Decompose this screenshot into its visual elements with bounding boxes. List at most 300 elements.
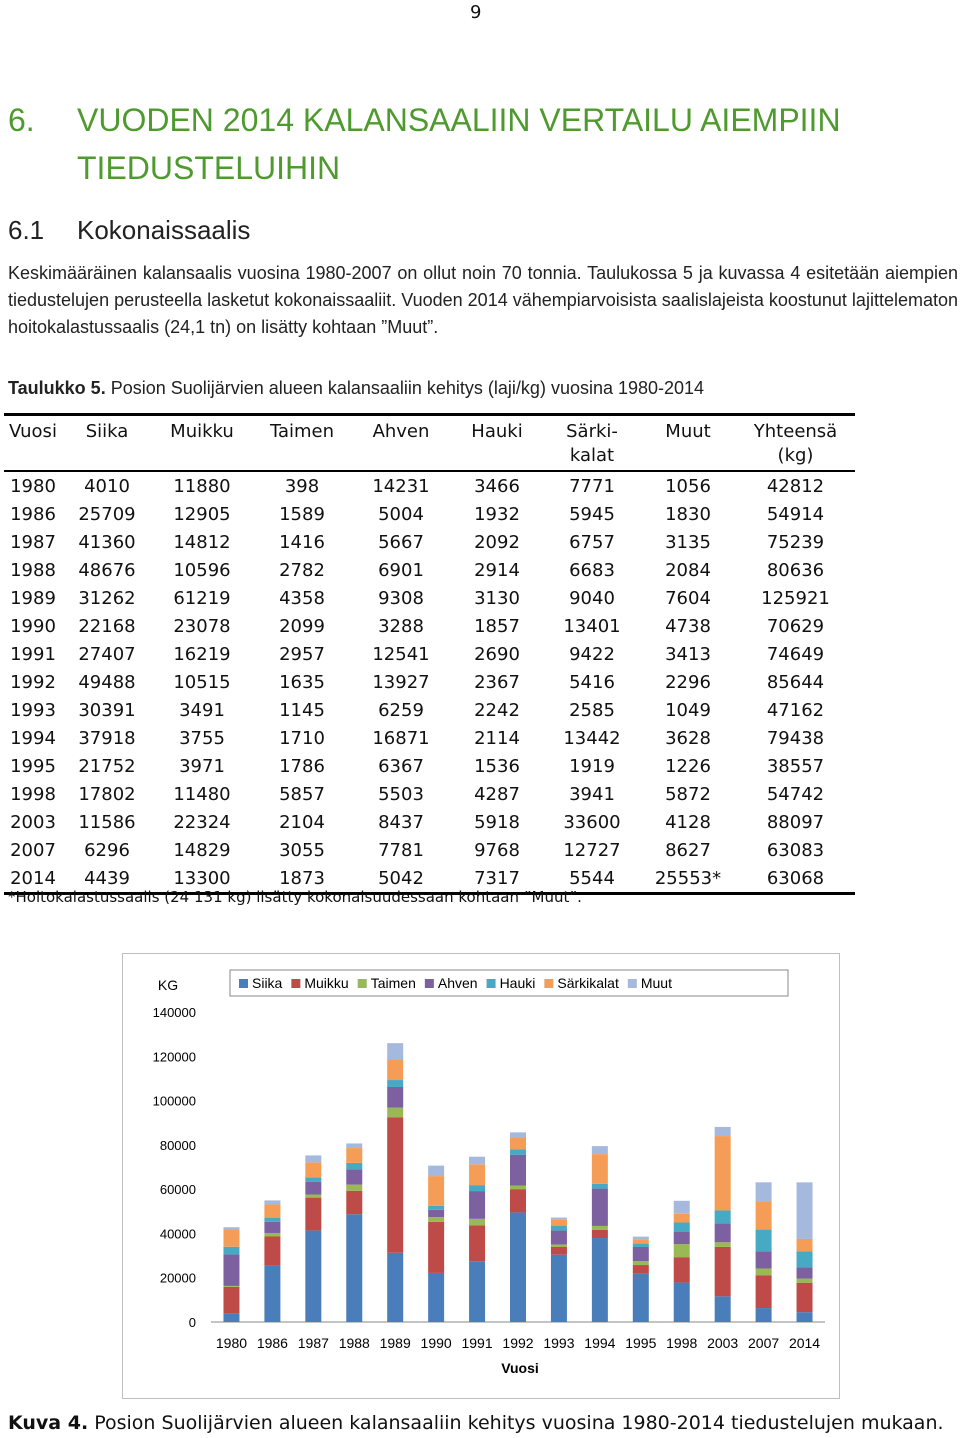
bar-segment	[551, 1231, 567, 1245]
bar-segment	[715, 1136, 731, 1210]
table-cell: 48676	[78, 559, 136, 581]
bar-segment	[305, 1198, 321, 1231]
figure-caption	[8, 1412, 944, 1434]
bar-segment	[223, 1230, 239, 1247]
bar-segment	[633, 1237, 649, 1240]
table-cell: 5872	[665, 783, 711, 805]
bar-segment	[223, 1313, 239, 1322]
table-cell: 49488	[78, 671, 136, 693]
subsection-title: Kokonaissaalis	[77, 215, 251, 245]
bar-segment	[797, 1279, 813, 1283]
table-cell: 6757	[569, 531, 615, 553]
bar-segment	[305, 1230, 321, 1322]
table-cell: 8627	[665, 839, 711, 861]
table-header-cell: Särki- kalat	[566, 421, 618, 466]
bar-segment	[510, 1149, 526, 1154]
bar-segment	[346, 1163, 362, 1169]
bar-segment	[797, 1251, 813, 1267]
x-tick-label: 1988	[338, 1335, 370, 1351]
bar-segment	[428, 1166, 444, 1176]
legend-label: Siika	[252, 975, 283, 991]
bar-segment	[592, 1189, 608, 1226]
bar-segment	[551, 1255, 567, 1322]
bar-segment	[756, 1182, 772, 1201]
table-cell: 41360	[78, 531, 136, 553]
bar-segment	[674, 1283, 690, 1322]
bar-segment	[387, 1080, 403, 1087]
table-cell: 9308	[378, 587, 424, 609]
x-tick-label: 1995	[625, 1335, 657, 1351]
table-cell: 6367	[378, 755, 424, 777]
table-cell: 1989	[10, 587, 56, 609]
legend-label: Hauki	[499, 975, 536, 991]
bar-segment	[592, 1226, 608, 1230]
table-cell: 4439	[62, 864, 152, 894]
table-cell: 80636	[766, 559, 825, 581]
table-cell: 4738	[665, 615, 711, 637]
table-cell: 1226	[665, 755, 711, 777]
table-cell: 2242	[474, 699, 520, 721]
table-cell: 42812	[766, 475, 825, 497]
table-row	[4, 556, 855, 584]
table-cell: 16219	[173, 643, 231, 665]
bar-segment	[387, 1108, 403, 1118]
table-cell: 10596	[173, 559, 231, 581]
table-cell: 13442	[563, 727, 621, 749]
table-cell: 2014	[4, 864, 62, 894]
table-cell: 1991	[10, 643, 56, 665]
table-cell: 11880	[173, 475, 231, 497]
bar-segment	[633, 1247, 649, 1261]
bar-segment	[305, 1182, 321, 1195]
table-cell: 1932	[474, 503, 520, 525]
table-row	[4, 724, 855, 752]
table-cell: 33600	[563, 811, 621, 833]
table-cell: 1830	[665, 503, 711, 525]
bar-segment	[346, 1191, 362, 1214]
bar-segment	[797, 1182, 813, 1239]
table-cell: 1145	[279, 699, 325, 721]
table-cell: 1710	[279, 727, 325, 749]
bar-segment	[797, 1312, 813, 1322]
legend-swatch	[487, 979, 496, 988]
legend-label: Ahven	[437, 975, 478, 991]
table-row	[4, 836, 855, 864]
bar-segment	[469, 1261, 485, 1322]
x-tick-label: 1990	[420, 1335, 452, 1351]
bar-segment	[346, 1148, 362, 1163]
table-cell: 63083	[766, 839, 825, 861]
table-cell: 6901	[378, 559, 424, 581]
bar-segment	[510, 1137, 526, 1149]
table-cell: 3755	[179, 727, 225, 749]
bar-segment	[387, 1253, 403, 1322]
legend-swatch	[544, 979, 553, 988]
legend-swatch	[358, 979, 367, 988]
y-tick-label: 80000	[159, 1137, 196, 1153]
bar-segment	[428, 1176, 444, 1206]
bar-segment	[756, 1308, 772, 1322]
table-cell: 3941	[569, 783, 615, 805]
table-row	[4, 640, 855, 668]
bar-segment	[592, 1146, 608, 1154]
y-tick-label: 40000	[159, 1226, 196, 1242]
table-cell: 6683	[569, 559, 615, 581]
legend-label: Muikku	[304, 975, 349, 991]
table-header-cell: Muikku	[170, 421, 234, 442]
chart-frame	[122, 953, 840, 1399]
bar-segment	[428, 1273, 444, 1322]
bar-segment	[264, 1222, 280, 1233]
x-tick-label: 2003	[707, 1335, 739, 1351]
table-row	[4, 780, 855, 808]
table-cell: 1873	[252, 864, 352, 894]
legend-swatch	[628, 979, 637, 988]
table-cell: 5667	[378, 531, 424, 553]
bar-segment	[674, 1232, 690, 1244]
bar-segment	[715, 1296, 731, 1322]
table-cell: 2104	[279, 811, 325, 833]
stacked-bar-chart	[123, 954, 839, 1398]
x-tick-label: 1987	[297, 1335, 329, 1351]
table-cell: 61219	[173, 587, 231, 609]
table-cell: 4128	[665, 811, 711, 833]
table-cell: 22168	[78, 615, 136, 637]
figure-caption-text: Posion Suolijärvien alueen kalansaaliin kehitys vuosina 1980-2014 tiedustelujen mukaan.	[88, 1412, 944, 1434]
table-cell: 9768	[474, 839, 520, 861]
table-cell: 1995	[10, 755, 56, 777]
table-cell: 1857	[474, 615, 520, 637]
table-cell: 1998	[10, 783, 56, 805]
table-cell: 75239	[766, 531, 825, 553]
bar-segment	[264, 1200, 280, 1204]
table-cell: 2003	[10, 811, 56, 833]
table-cell: 31262	[78, 587, 136, 609]
bar-segment	[469, 1191, 485, 1219]
table-cell: 2782	[279, 559, 325, 581]
table-cell: 1986	[10, 503, 56, 525]
x-tick-label: 1998	[666, 1335, 698, 1351]
table-cell: 30391	[78, 699, 136, 721]
section-title: VUODEN 2014 KALANSAALIIN VERTAILU AIEMPIIN TIEDUSTELUIHIN	[77, 102, 841, 186]
table-row	[4, 668, 855, 696]
table-cell: 12905	[173, 503, 231, 525]
bar-segment	[510, 1132, 526, 1137]
x-tick-label: 1989	[379, 1335, 411, 1351]
section-heading	[8, 96, 948, 192]
bar-segment	[756, 1230, 772, 1252]
bar-segment	[551, 1220, 567, 1226]
table-cell: 1990	[10, 615, 56, 637]
table-cell: 7771	[569, 475, 615, 497]
bar-segment	[551, 1226, 567, 1231]
table-cell: 14829	[173, 839, 231, 861]
table-cell: 4358	[279, 587, 325, 609]
bar-segment	[715, 1242, 731, 1247]
intro-paragraph: Keskimääräinen kalansaalis vuosina 1980-2007 on ollut noin 70 tonnia. Taulukossa 5 ja kuvassa 4 esitetään aiempien tiedustelujen perusteella lasketut kokonaissaaliit. Vuoden 2014 vähempiarvoisista saalislajeista koostunut lajittelematon hoitokalastussaalis (24,1 tn) on lisätty kohtaan ”Muut”.	[8, 263, 958, 337]
bar-segment	[674, 1223, 690, 1232]
bar-segment	[633, 1261, 649, 1265]
bar-segment	[469, 1219, 485, 1226]
table-cell: 3628	[665, 727, 711, 749]
table-cell: 9040	[569, 587, 615, 609]
table-cell: 74649	[766, 643, 825, 665]
table-cell: 3413	[665, 643, 711, 665]
table-cell: 10515	[173, 671, 231, 693]
table-cell: 23078	[173, 615, 231, 637]
bar-segment	[592, 1230, 608, 1238]
bar-segment	[551, 1244, 567, 1247]
table-cell: 1056	[665, 475, 711, 497]
table-cell: 1988	[10, 559, 56, 581]
catch-table-body	[4, 471, 855, 894]
table-cell: 5416	[569, 671, 615, 693]
bar-segment	[223, 1247, 239, 1255]
bar-segment	[346, 1214, 362, 1322]
table-cell: 1919	[569, 755, 615, 777]
bar-segment	[510, 1189, 526, 1212]
x-tick-label: 1986	[256, 1335, 288, 1351]
table-cell: 1987	[10, 531, 56, 553]
bar-segment	[264, 1218, 280, 1222]
y-tick-label: 20000	[159, 1270, 196, 1286]
table-cell: 2367	[474, 671, 520, 693]
bar-segment	[756, 1275, 772, 1308]
table-cell: 5918	[474, 811, 520, 833]
subsection-number: 6.1	[8, 215, 45, 245]
bar-segment	[346, 1185, 362, 1191]
bar-segment	[592, 1184, 608, 1189]
table-row	[4, 500, 855, 528]
legend-swatch	[425, 979, 434, 988]
table-cell: 25553*	[640, 864, 736, 894]
bar-segment	[264, 1233, 280, 1237]
table-cell: 125921	[761, 587, 830, 609]
bar-segment	[756, 1268, 772, 1275]
bar-segment	[715, 1210, 731, 1223]
table-cell: 25709	[78, 503, 136, 525]
table-cell: 3288	[378, 615, 424, 637]
bar-segment	[469, 1157, 485, 1165]
bar-segment	[223, 1254, 239, 1286]
bar-segment	[428, 1217, 444, 1222]
table-cell: 12727	[563, 839, 621, 861]
y-tick-label: 120000	[152, 1049, 196, 1065]
figure-caption-label: Kuva 4.	[8, 1412, 89, 1434]
table-row	[4, 808, 855, 836]
table-header-cell: Hauki	[471, 421, 523, 442]
table-cell: 1992	[10, 671, 56, 693]
table-cell: 2099	[279, 615, 325, 637]
bar-segment	[592, 1238, 608, 1322]
bar-segment	[428, 1210, 444, 1217]
table-cell: 3971	[179, 755, 225, 777]
table-cell: 85644	[766, 671, 825, 693]
table-header-cell: Ahven	[372, 421, 430, 442]
bar-segment	[264, 1265, 280, 1322]
table-header-cell: Vuosi	[9, 421, 57, 442]
bar-segment	[633, 1239, 649, 1243]
table-cell: 1416	[279, 531, 325, 553]
bar-segment	[469, 1164, 485, 1185]
table-cell: 37918	[78, 727, 136, 749]
bar-segment	[592, 1154, 608, 1184]
x-tick-label: 1991	[461, 1335, 493, 1351]
bar-segment	[797, 1283, 813, 1312]
x-tick-label: 2014	[788, 1335, 821, 1351]
table-cell: 2914	[474, 559, 520, 581]
table-row	[4, 584, 855, 612]
table-cell: 7604	[665, 587, 711, 609]
table-cell: 13300	[152, 864, 252, 894]
bar-segment	[305, 1194, 321, 1197]
table-cell: 2690	[474, 643, 520, 665]
x-tick-label: 1992	[502, 1335, 534, 1351]
table-cell: 3130	[474, 587, 520, 609]
bar-segment	[633, 1244, 649, 1247]
y-tick-label: 0	[188, 1315, 196, 1330]
table-row	[4, 696, 855, 724]
y-axis-title: KG	[157, 977, 179, 993]
bar-segment	[715, 1224, 731, 1243]
bar-segment	[223, 1286, 239, 1287]
table-row	[4, 471, 855, 500]
catch-table	[4, 413, 855, 895]
bar-segment	[305, 1162, 321, 1177]
table-cell: 7781	[378, 839, 424, 861]
bar-segment	[469, 1225, 485, 1261]
table-cell: 2084	[665, 559, 711, 581]
legend-label: Taimen	[370, 975, 416, 991]
table-cell: 1635	[279, 671, 325, 693]
bar-segment	[223, 1227, 239, 1229]
x-tick-label: 1980	[215, 1335, 248, 1351]
bar-segment	[633, 1265, 649, 1274]
table-cell: 9422	[569, 643, 615, 665]
bar-segment	[797, 1239, 813, 1251]
table-cell: 5042	[352, 864, 450, 894]
bar-segment	[756, 1251, 772, 1268]
table-row	[4, 612, 855, 640]
bar-segment	[305, 1177, 321, 1182]
x-tick-label: 2007	[748, 1335, 780, 1351]
table-header-cell: Siika	[85, 421, 129, 442]
table-caption	[8, 378, 704, 399]
table-footnote: *Hoitokalastussaalis (24 131 kg) lisätty kokonaisuudessaan kohtaan ”Muut”.	[8, 888, 582, 906]
table-cell: 13927	[372, 671, 430, 693]
table-cell: 16871	[372, 727, 430, 749]
x-tick-label: 1993	[543, 1335, 575, 1351]
x-tick-label: 1994	[584, 1335, 616, 1351]
table-cell: 88097	[766, 811, 825, 833]
table-cell: 2007	[10, 839, 56, 861]
bar-segment	[264, 1236, 280, 1265]
bar-segment	[223, 1287, 239, 1313]
table-cell: 1049	[665, 699, 711, 721]
table-cell: 70629	[766, 615, 825, 637]
table-cell: 11586	[78, 811, 136, 833]
x-axis-title: Vuosi	[501, 1360, 539, 1376]
table-caption-label: Taulukko 5.	[8, 378, 106, 398]
table-cell: 6259	[378, 699, 424, 721]
bar-segment	[633, 1274, 649, 1322]
page-number: 9	[470, 2, 482, 23]
table-cell: 17802	[78, 783, 136, 805]
table-cell: 5004	[378, 503, 424, 525]
table-cell: 1536	[474, 755, 520, 777]
table-caption-text: Posion Suolijärvien alueen kalansaaliin kehitys (laji/kg) vuosina 1980-2014	[105, 378, 705, 398]
legend-swatch	[239, 979, 248, 988]
bar-segment	[346, 1169, 362, 1184]
legend-label: Särkikalat	[557, 975, 619, 991]
table-cell: 1994	[10, 727, 56, 749]
table-header-cell: Yhteensä (kg)	[753, 421, 838, 466]
table-cell: 14231	[372, 475, 430, 497]
bar-segment	[387, 1087, 403, 1108]
bar-segment	[264, 1204, 280, 1217]
table-cell: 5503	[378, 783, 424, 805]
table-row	[4, 752, 855, 780]
table-cell: 38557	[766, 755, 825, 777]
table-cell: 2585	[569, 699, 615, 721]
bar-segment	[428, 1206, 444, 1210]
table-cell: 1786	[279, 755, 325, 777]
bar-segment	[674, 1244, 690, 1257]
table-cell: 79438	[766, 727, 825, 749]
table-cell: 4010	[84, 475, 130, 497]
table-cell: 5544	[544, 864, 640, 894]
bar-segment	[674, 1214, 690, 1223]
bar-segment	[469, 1185, 485, 1191]
table-cell: 2296	[665, 671, 711, 693]
table-header-cell: Taimen	[269, 421, 335, 442]
table-cell: 3135	[665, 531, 711, 553]
bar-segment	[674, 1257, 690, 1282]
table-cell: 3055	[279, 839, 325, 861]
table-cell: 12541	[372, 643, 430, 665]
table-cell: 47162	[766, 699, 825, 721]
table-cell: 8437	[378, 811, 424, 833]
bar-segment	[510, 1155, 526, 1186]
y-tick-label: 100000	[152, 1093, 196, 1109]
y-tick-label: 60000	[159, 1182, 196, 1198]
table-cell: 14812	[173, 531, 231, 553]
table-cell: 398	[284, 475, 320, 497]
table-cell: 3466	[474, 475, 520, 497]
table-cell: 1589	[279, 503, 325, 525]
table-header-cell: Muut	[665, 421, 711, 442]
table-cell: 2957	[279, 643, 325, 665]
table-cell: 54742	[766, 783, 825, 805]
table-cell: 22324	[173, 811, 231, 833]
bar-segment	[387, 1060, 403, 1080]
table-cell: 21752	[78, 755, 136, 777]
bar-segment	[551, 1247, 567, 1255]
table-cell: 2114	[474, 727, 520, 749]
table-cell: 54914	[766, 503, 825, 525]
table-cell: 6296	[84, 839, 130, 861]
legend-label: Muut	[640, 975, 672, 991]
catch-table-head	[4, 415, 855, 472]
bar-segment	[797, 1267, 813, 1278]
bar-segment	[346, 1143, 362, 1148]
bar-segment	[387, 1043, 403, 1060]
table-row	[4, 528, 855, 556]
table-cell: 5857	[279, 783, 325, 805]
table-cell: 2092	[474, 531, 520, 553]
subsection-heading	[8, 215, 251, 246]
bar-segment	[305, 1155, 321, 1162]
